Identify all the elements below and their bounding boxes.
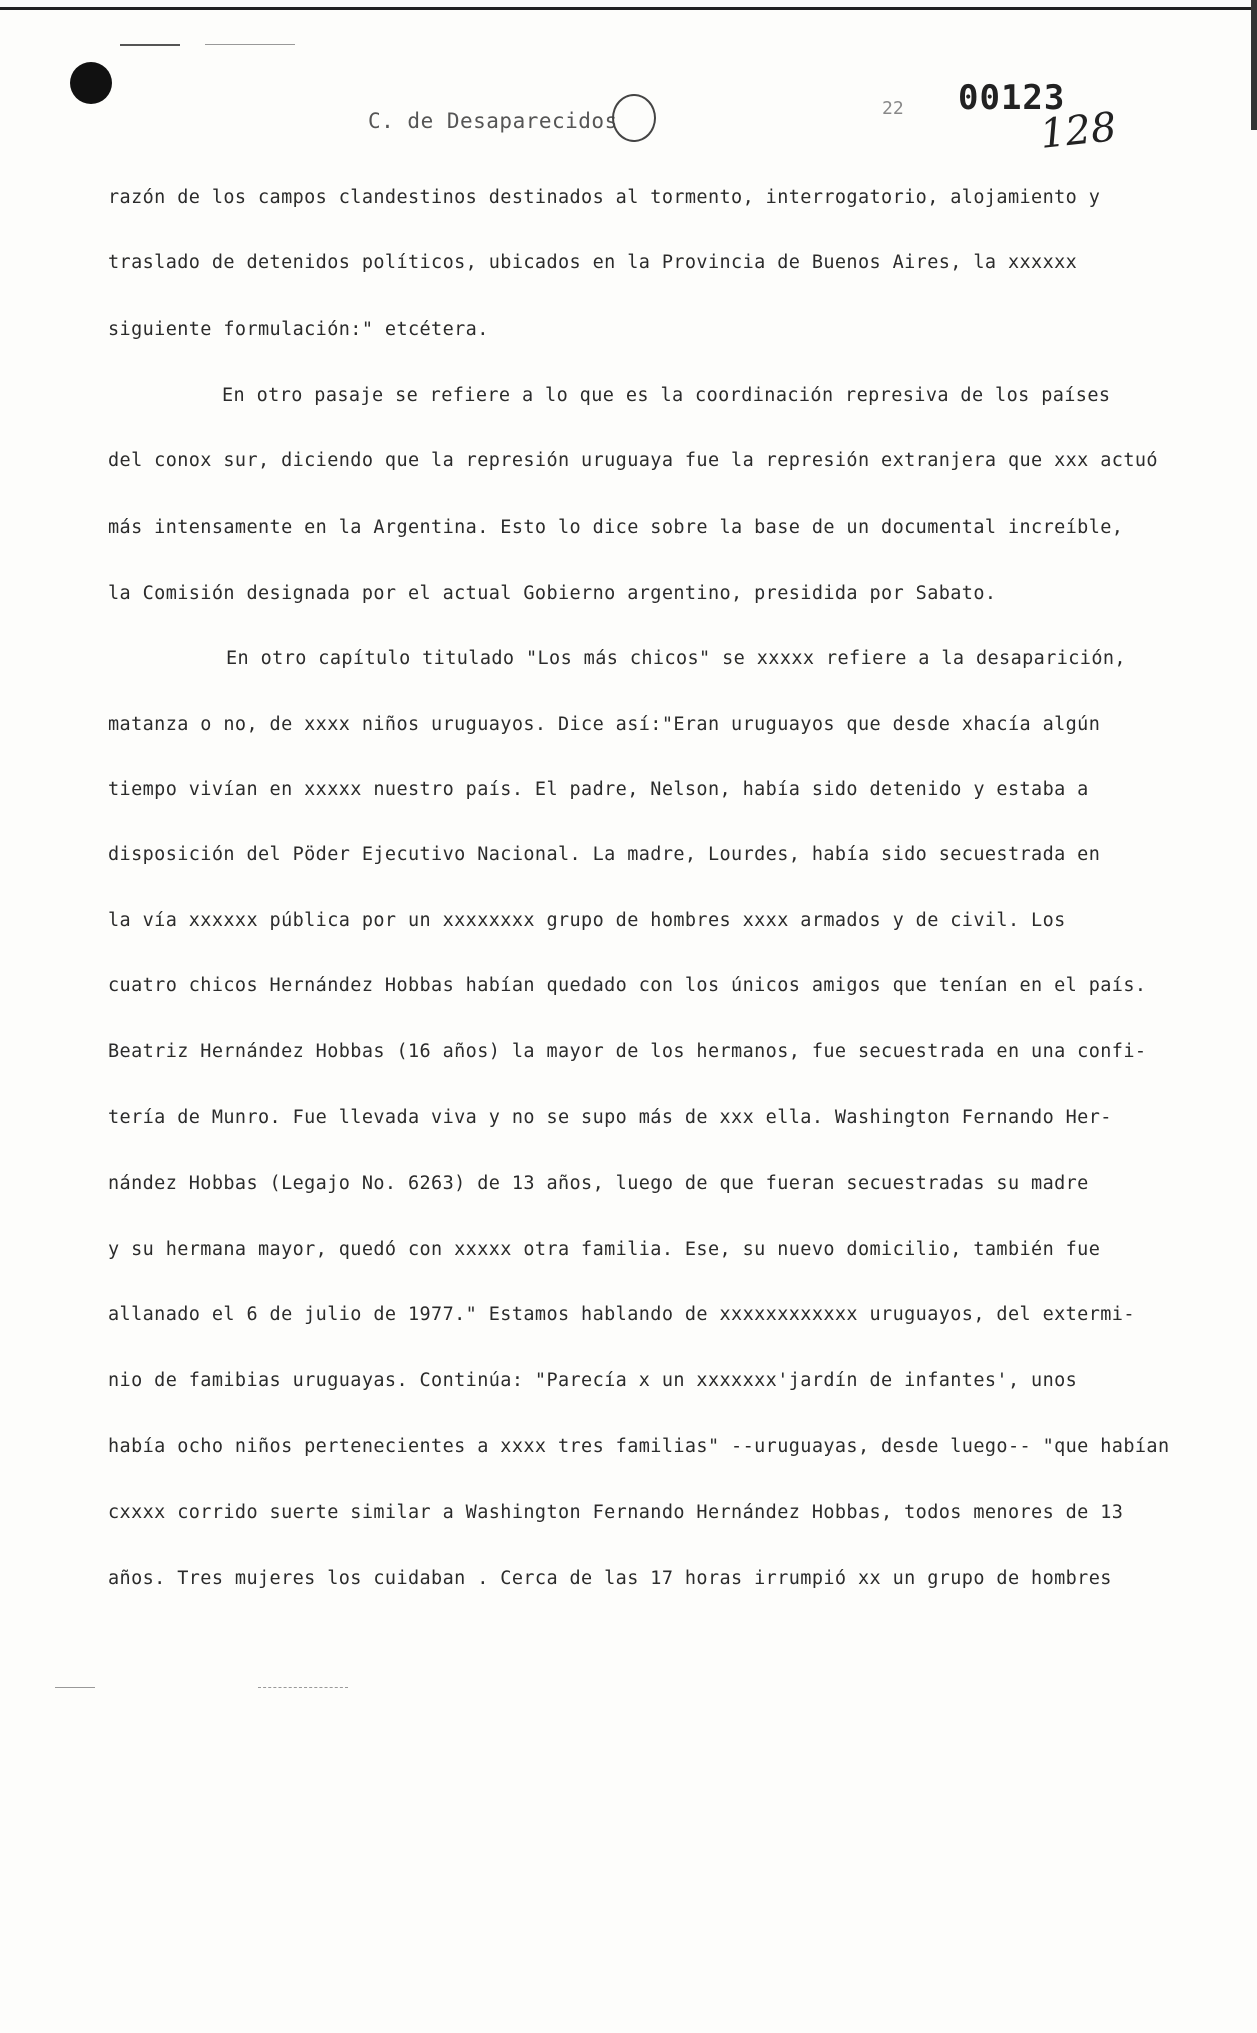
handwritten-folio: 128	[1037, 104, 1119, 158]
text-line: años. Tres mujeres los cuidaban . Cerca de las 17 horas irrumpió xx un grupo de hombres	[108, 1568, 1112, 1589]
top-edge-line	[0, 7, 1257, 10]
punch-hole	[70, 62, 112, 104]
text-line: matanza o no, de xxxx niños uruguayos. Dice así:"Eran uruguayos que desde xhacía algún	[108, 714, 1101, 735]
text-line: razón de los campos clandestinos destinados al tormento, interrogatorio, alojamiento y	[108, 187, 1101, 208]
text-line: y su hermana mayor, quedó con xxxxx otra familia. Ese, su nuevo domicilio, también fue	[108, 1239, 1101, 1260]
text-line: tería de Munro. Fue llevada viva y no se supo más de xxx ella. Washington Fernando Her-	[108, 1107, 1112, 1128]
right-edge-mark	[1251, 0, 1257, 130]
text-line: más intensamente en la Argentina. Esto lo dice sobre la base de un documental increíble,	[108, 517, 1124, 538]
header-title: C. de Desaparecidos	[368, 98, 656, 146]
scan-speck	[205, 44, 295, 45]
document-number: 00123	[958, 78, 1066, 118]
text-line: nández Hobbas (Legajo No. 6263) de 13 años, luego de que fueran secuestradas su madre	[108, 1173, 1089, 1194]
text-line: disposición del Pöder Ejecutivo Nacional. La madre, Lourdes, había sido secuestrada en	[108, 844, 1101, 865]
text-line: siguiente formulación:" etcétera.	[108, 319, 489, 340]
text-line: traslado de detenidos políticos, ubicados en la Provincia de Buenos Aires, la xxxxxx	[108, 252, 1078, 273]
text-line: del conox sur, diciendo que la represión uruguaya fue la represión extranjera que xxx actuó	[108, 450, 1158, 471]
text-line: la vía xxxxxx pública por un xxxxxxxx grupo de hombres xxxx armados y de civil. Los	[108, 910, 1066, 931]
text-line: cuatro chicos Hernández Hobbas habían quedado con los únicos amigos que tenían en el país.	[108, 975, 1147, 996]
scan-speck	[120, 44, 180, 46]
page-number: 22	[882, 98, 904, 119]
text-line: Beatriz Hernández Hobbas (16 años) la mayor de los hermanos, fue secuestrada en una confi-	[108, 1041, 1147, 1062]
bottom-rule-dashed	[258, 1687, 348, 1689]
text-line: En otro capítulo titulado "Los más chicos" se xxxxx refiere a la desaparición,	[226, 648, 1126, 669]
text-line: nio de famibias uruguayas. Continúa: "Parecía x un xxxxxxx'jardín de infantes', unos	[108, 1370, 1078, 1391]
bottom-rule	[55, 1687, 95, 1688]
text-line: cxxxx corrido suerte similar a Washington Fernando Hernández Hobbas, todos menores de 13	[108, 1502, 1124, 1523]
text-line: allanado el 6 de julio de 1977." Estamos hablando de xxxxxxxxxxxx uruguayos, del extermi-	[108, 1304, 1135, 1325]
handwritten-circle	[612, 94, 656, 142]
text-line: la Comisión designada por el actual Gobierno argentino, presidida por Sabato.	[108, 583, 997, 604]
text-line: tiempo vivían en xxxxx nuestro país. El padre, Nelson, había sido detenido y estaba a	[108, 779, 1089, 800]
text-line: había ocho niños pertenecientes a xxxx tres familias" --uruguayas, desde luego-- "que habían	[108, 1436, 1170, 1457]
text-line: En otro pasaje se refiere a lo que es la coordinación represiva de los países	[222, 385, 1111, 406]
